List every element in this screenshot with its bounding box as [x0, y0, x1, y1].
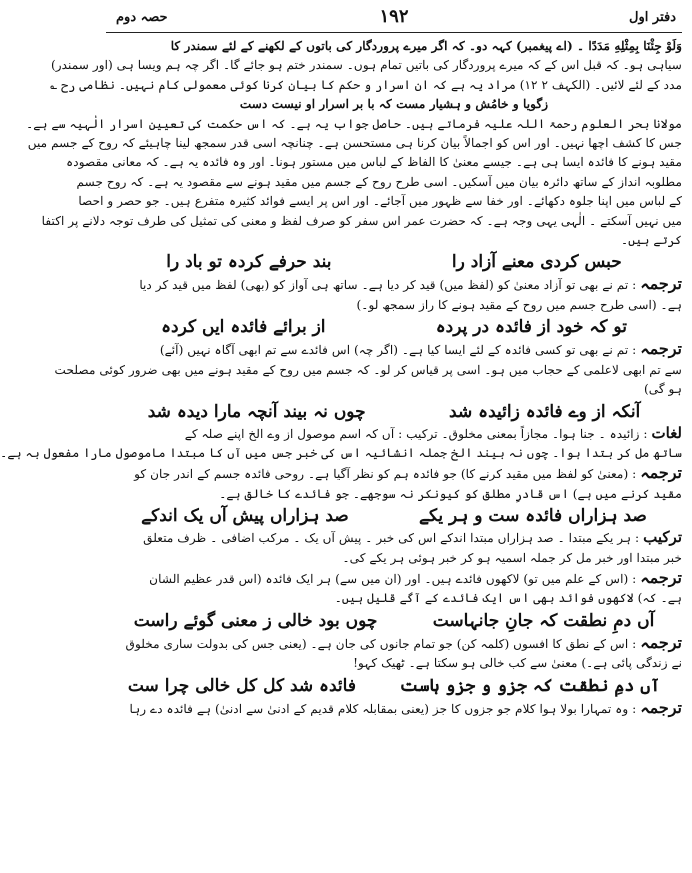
page-number: ۱۹۲ [379, 6, 409, 27]
grammar-label: ترکیب [643, 528, 682, 547]
translation-label: ترجمہ [640, 697, 682, 717]
verse-couplet [106, 400, 682, 424]
translation-line [106, 568, 682, 589]
verse-second-hemistich: صد ہزاراں پیش آں یک اندکے [141, 506, 349, 527]
translation-text: : اس کے نطق کا افسوں (کلمہ کن) جو تمام جانوں کی جان ہے۔ (یعنی جس کی بدولت ساری مخلوق [125, 636, 637, 651]
verse-couplet [106, 504, 682, 528]
page-body [0, 37, 682, 719]
verse-second-hemistich: فائدہ شد کل کل خالی چرا ست [127, 675, 356, 696]
translation-label: ترجمہ [640, 567, 682, 587]
text-line: جس کا کشف اچھا نہیں۔ اور اس کو اجمالاً بیان کرنا ہی مستحسن ہے۔ چنانچہ اسی قدر سمجھ لینا چاہیئے کہ روح کے جسم میں [27, 136, 682, 151]
verse-couplet [106, 674, 682, 698]
translation-label: ترجمہ [640, 463, 682, 483]
verse-first-hemistich: آنکہ از وے فائدہ زائیدہ شد [449, 401, 641, 422]
text-line: میں نہیں آسکتے ۔ الٰہی یہی وجہ ہے۔ کہ حضرت عمر اس سفر کو صرف لفظ و معنی کی تمثیل کی طرف توجہ دلانے پر اکتفا [41, 213, 682, 228]
translation-text: : تم نے بھی تو کسی فائدہ کے لئے ایسا کیا ہے۔ (اگر چہ) اس فائدے سے تم ابھی آگاہ نہیں (آئے) [159, 343, 637, 358]
verse-first-hemistich: آں دمِ نطقت کہ جزو و جزو ہاست [399, 675, 661, 696]
translation-line [106, 463, 682, 484]
translation-line [106, 698, 682, 719]
text-line: کے لباس میں اپنا جلوہ دکھائے۔ اور خفا سے ظہور میں آجائے۔ اور اس پر ایسے فوائد کثیرہ متفرع ہیں۔ جو حصر و احصا [78, 194, 682, 209]
text-line: مدد کے لئے لائیں۔ (الکہف ۲ ۱۲) مراد یہ ہے کہ ان اسرار و حکم کا بیان کرنا کوئی معمولی کام نہیں۔ نظامی رح ؎ [50, 77, 682, 92]
translation-line: ہو گی) [643, 382, 682, 397]
page-header [106, 6, 682, 33]
translation-text: : (اس کے علم میں تو) لاکھوں فائدے ہیں۔ اور (ان میں سے) ہر ایک فائدہ (اس قدر عظیم الشان [149, 571, 637, 586]
verse-second-hemistich: از برائے فائدہ ایں کردہ [161, 317, 326, 338]
translation-label: ترجمہ [640, 632, 682, 652]
poetry-line: زگویا و خامُش و ہشیار مست کہ با بر اسرار او نیست دست [239, 97, 549, 112]
verse-couplet [106, 315, 682, 339]
text-line: مقید ہونے کا فائدہ ایسا ہی ہے۔ جیسے معنیٰ کا الفاظ کے لباس میں مستور ہونا۔ اور وہ فائدہ یہ ہے۔ کہ معانی مقصودہ [66, 155, 682, 170]
text-line: وَلَوْ جِئْنَا بِمِثْلِهِ مَدَدًا ۔ (اے پیغمبر) کہہ دو۔ کہ اگر میرے پروردگار کی باتوں کے لکھنے کے لئے سمندر کا [170, 39, 682, 53]
translation-line: سے تم ابھی لاعلمی کے حجاب میں ہو۔ اسی پر قیاس کر لو۔ کہ جسم میں روح کے مقید ہونے میں بھی ضرور کوئی مصلحت [54, 362, 682, 377]
vocabulary-line: ساتھ مل کر بتدا ہوا۔ چوں نہ بیند الخ جملہ انشائیہ اس کی خبر جس میں آں کا مبتدا ماموصول مارا مفعول بہ ہے۔ [0, 445, 682, 460]
vocabulary-label: لغات [651, 423, 682, 442]
text-line: مولانا بحر العلوم رحمۃ اللہ علیہ فرماتے ہیں۔ حاصل جواب یہ ہے۔ کہ اس حکمت کی تعیین اسرار الٰہیہ سے ہے۔ [26, 116, 682, 131]
verse-first-hemistich: تو کہ خود از فائدہ در پردہ [435, 317, 627, 338]
grammar-line [106, 528, 682, 548]
verse-first-hemistich: آں دمِ نطقت کہ جانِ جانہاست [432, 610, 655, 631]
verse-second-hemistich: چوں نہ بیند آنچہ مارا دیدہ شد [147, 401, 366, 422]
grammar-line: خبر مبتدا اور خبر مل کر جملہ اسمیہ ہو کر خبر ہوئی ہر یکے کی۔ [342, 550, 682, 565]
translation-line [106, 339, 682, 360]
translation-label: ترجمہ [640, 339, 682, 359]
translation-text: : وہ تمہارا بولا ہوا کلام جو جزوں کا جز (یعنی بمقابلہ کلام قدیم کے ادنیٰ سے ادنیٰ) ہے فائدہ دے رہا [129, 701, 637, 716]
text-line: کرتے ہیں۔ [620, 233, 682, 248]
verse-first-hemistich: حبس کردی معنے آزاد را [451, 252, 622, 273]
translation-text: : تم نے بھی تو آزاد معنیٰ کو (لفظ میں) قید کر دیا ہے۔ ساتھ ہی آواز کو (بھی) لفظ میں قید کر دیا [139, 278, 637, 293]
text-line: مطلوبہ انداز کے ساتھ دائرہ بیان میں آسکیں۔ اسی طرح روح کے جسم میں مقید ہونے سے مقصود یہ ہے۔ کہ روح جسم [76, 174, 682, 189]
translation-line: نے زندگی پائی ہے۔) معنیٰ سے کب خالی ہو سکتا ہے۔ ٹھیک کہو! [353, 656, 682, 671]
verse-second-hemistich: چوں بود خالی ز معنی گوئے راست [133, 610, 378, 631]
translation-line [106, 274, 682, 295]
verse-couplet [106, 250, 682, 274]
header-part-label: حصہ دوم [116, 10, 168, 25]
translation-line [106, 633, 682, 654]
verse-first-hemistich: صد ہزاراں فائدہ ست و ہر یکے [419, 506, 647, 527]
vocabulary-text: : زائیدہ ۔ جنا ہوا۔ مجازاً بمعنی مخلوق۔ ترکیب : آں کہ اسم موصول از وے الخ اپنے صلہ کے [184, 426, 648, 441]
text-line: سیاہی ہو۔ کہ قبل اس کے کہ میرے پروردگار کی باتیں تمام ہوں۔ سمندر ختم ہو جائے گا۔ اگر چہ ہم ویسا ہی (اور سمندر) [50, 58, 682, 73]
translation-line: ہے۔ کہ) لاکھوں فوائد بھی اس ایک فائدے کے آگے قلیل ہیں۔ [334, 591, 682, 606]
grammar-text: : ہر یکے مبتدا ۔ صد ہزاراں مبتدا اندکے اس کی خبر ۔ پیش آں یک ۔ مرکب اضافی ۔ ظرف متعلق [143, 531, 640, 546]
verse-second-hemistich: بند حرفے کردہ تو باد را [166, 252, 332, 273]
translation-line: مقید کرنے میں ہے) اس قادرِ مطلق کو کیونکر نہ سوجھے۔ جو فائدے کا خالق ہے۔ [219, 486, 682, 501]
translation-text: : (معنیٰ کو لفظ میں مقید کرنے کا) جو فائدہ ہم کو نظر آگیا ہے۔ روحی فائدہ جسم کے اندر جان کو [134, 467, 637, 482]
header-book-label: دفتر اول [629, 10, 676, 25]
verse-couplet [106, 609, 682, 633]
translation-line: ہے۔ (اسی طرح جسم میں روح کے مقید ہونے کا راز سمجھ لو۔) [356, 297, 682, 312]
vocabulary-line [106, 424, 682, 444]
translation-label: ترجمہ [640, 274, 682, 294]
